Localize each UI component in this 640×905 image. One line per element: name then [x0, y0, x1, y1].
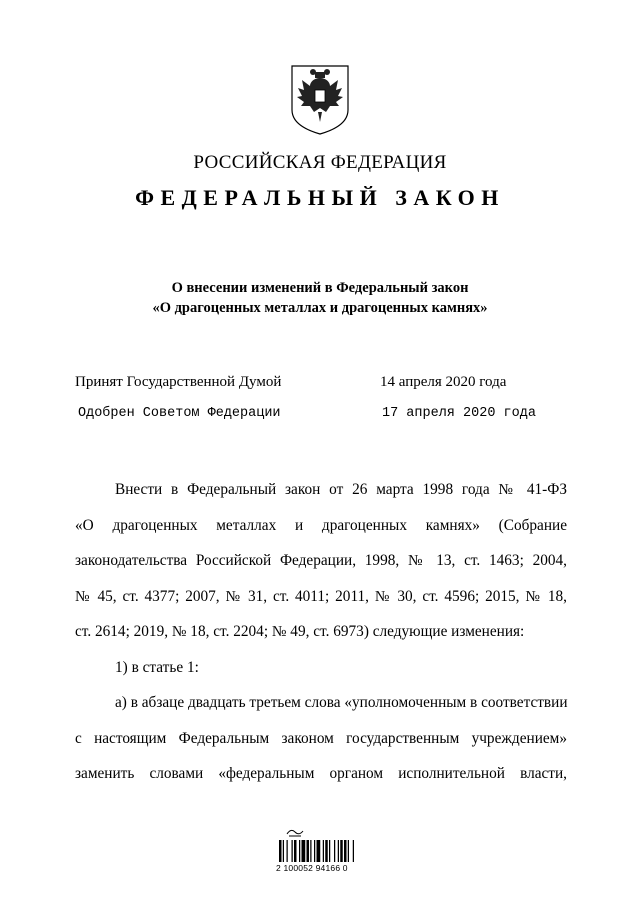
law-title-line-2: «О драгоценных металлах и драгоценных камнях»	[152, 300, 488, 316]
body-line: № 45, ст. 4377; 2007, № 31, ст. 4011; 2011, № 30, ст. 4596; 2015, № 18,	[75, 587, 567, 605]
state-emblem-icon	[288, 64, 352, 136]
body-line: Внести в Федеральный закон от 26 марта 1998 года № 41-ФЗ	[115, 481, 567, 498]
body-line: ст. 2614; 2019, № 18, ст. 2204; № 49, ст. 6973) следующие изменения:	[75, 623, 525, 640]
body-line: заменить словами «федеральным органом исполнительной власти,	[75, 765, 567, 782]
body-line: 1) в статье 1:	[115, 658, 199, 676]
barcode-number: 2 100052 94166 0	[276, 863, 348, 873]
body-line: с настоящим Федеральным законом государственным учреждением»	[75, 729, 567, 747]
country-name: РОССИЙСКАЯ ФЕДЕРАЦИЯ	[193, 152, 447, 173]
body-line: «О драгоценных металлах и драгоценных камнях» (Собрание	[75, 516, 567, 534]
law-title-line-1: О внесении изменений в Федеральный закон	[171, 280, 469, 296]
council-approval-label: Одобрен Советом Федерации	[78, 406, 281, 421]
body-line: законодательства Российской Федерации, 1998, № 13, ст. 1463; 2004,	[75, 552, 567, 569]
barcode-icon	[279, 828, 363, 888]
duma-adoption-label: Принят Государственной Думой	[75, 374, 282, 390]
document-body	[75, 472, 567, 792]
council-approval-date: 17 апреля 2020 года	[382, 406, 536, 421]
duma-adoption-date: 14 апреля 2020 года	[380, 374, 507, 390]
document-type: ФЕДЕРАЛЬНЫЙ ЗАКОН	[135, 185, 505, 210]
body-line: а) в абзаце двадцать третьем слова «уполномоченным в соответствии	[115, 694, 568, 711]
